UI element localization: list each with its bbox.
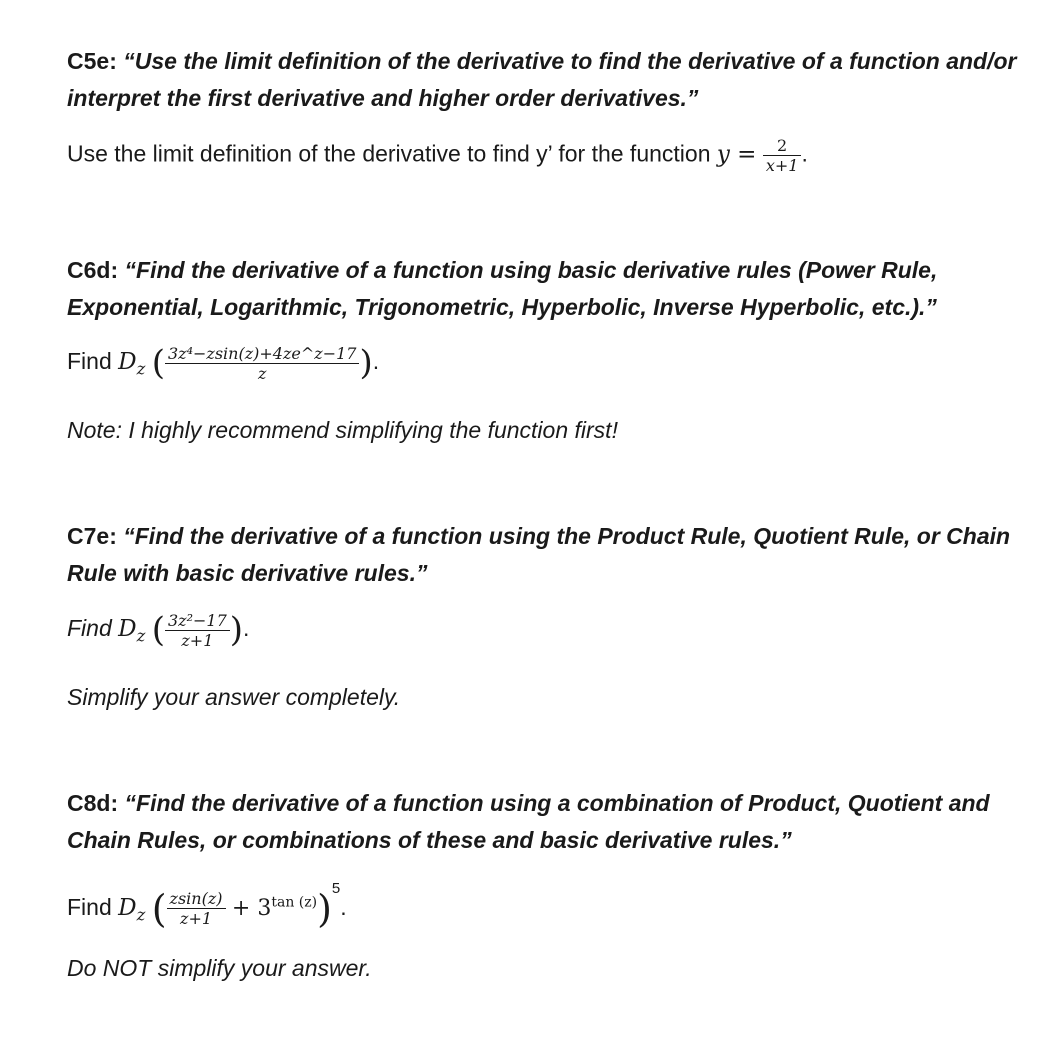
c6d-code: C6d: (67, 257, 119, 283)
c7e-quote: “Find the derivative of a function using the Product Rule, Quotient Rule, or Chain Rule with basic derivative rules.” (67, 523, 1011, 586)
c7e-end: . (243, 615, 250, 642)
c5e-code: C5e: (67, 48, 117, 74)
c6d-end: . (372, 348, 380, 375)
c8d-frac-num: zsin(z) (167, 889, 226, 909)
c8d-exponent: tan (z) (271, 894, 318, 911)
c5e-func-lhs: y = (716, 141, 757, 168)
c8d-frac-den: z+1 (180, 909, 213, 929)
c7e-expression-line (67, 610, 249, 650)
c8d-fraction (167, 889, 226, 928)
c7e-heading (67, 518, 1027, 592)
c6d-heading (67, 252, 1027, 326)
c5e-end: . (801, 140, 808, 167)
c6d-find: Find (67, 348, 112, 375)
c6d-expression-line (67, 343, 379, 383)
c7e-right-paren: ) (229, 610, 244, 650)
c8d-plus-term: + $3^{tan (z)}$ (231, 894, 318, 921)
c5e-fraction (763, 136, 802, 175)
section-c8d (67, 785, 1027, 859)
c8d-outer-exponent: 5 (331, 880, 341, 897)
c7e-frac-den: z+1 (181, 630, 214, 650)
c5e-quote: “Use the limit definition of the derivative to find the derivative of a function and/or interpret the first derivative and higher order derivatives.” (67, 48, 1017, 111)
section-c6d (67, 252, 1027, 326)
c6d-frac-den: z (258, 363, 267, 383)
c5e-heading (67, 43, 1027, 117)
c8d-code: C8d: (67, 790, 119, 816)
c8d-right-paren: ) (317, 886, 332, 931)
c6d-frac-num: 3z⁴−zsin(z)+4ze^z−17 (165, 344, 360, 364)
c6d-note: Note: I highly recommend simplifying the function first! (67, 417, 618, 443)
c8d-operator: $D_z$ (118, 895, 146, 925)
c6d-left-paren: ( (151, 343, 165, 383)
c7e-left-paren: ( (151, 610, 165, 650)
c5e-prompt: Use the limit definition of the derivative to find y’ for the function (67, 140, 711, 167)
c8d-left-paren: ( (151, 886, 167, 931)
c5e-frac-den: x+1 (765, 156, 799, 175)
c8d-find: Find (67, 894, 112, 920)
c8d-quote: “Find the derivative of a function using a combination of Product, Quotient and Chain Rules, or combinations of these and basic derivative rules.” (67, 790, 990, 853)
section-c5e (67, 43, 1027, 117)
c7e-operator: $D_z$ (118, 616, 146, 646)
c7e-find: Find (67, 615, 112, 642)
c8d-end: . (340, 894, 347, 920)
c7e-code: C7e: (67, 523, 117, 549)
c7e-fraction (165, 611, 230, 650)
c6d-fraction (165, 344, 360, 383)
c5e-frac-num: 2 (763, 136, 802, 156)
section-c7e (67, 518, 1027, 592)
c7e-frac-num: 3z²−17 (165, 611, 230, 631)
c8d-instruction: Do NOT simplify your answer. (67, 955, 372, 981)
c6d-right-paren: ) (359, 343, 373, 383)
c8d-expression-line (67, 880, 347, 931)
c6d-quote: “Find the derivative of a function using basic derivative rules (Power Rule, Exponential, Logarithmic, Trigonometric, Hyperbolic, Inverse Hyperbolic, etc.).” (67, 257, 938, 320)
c7e-instruction: Simplify your answer completely. (67, 684, 401, 710)
c5e-prompt-line (67, 136, 808, 175)
c8d-heading (67, 785, 1027, 859)
c6d-operator: $D_z$ (118, 349, 146, 379)
